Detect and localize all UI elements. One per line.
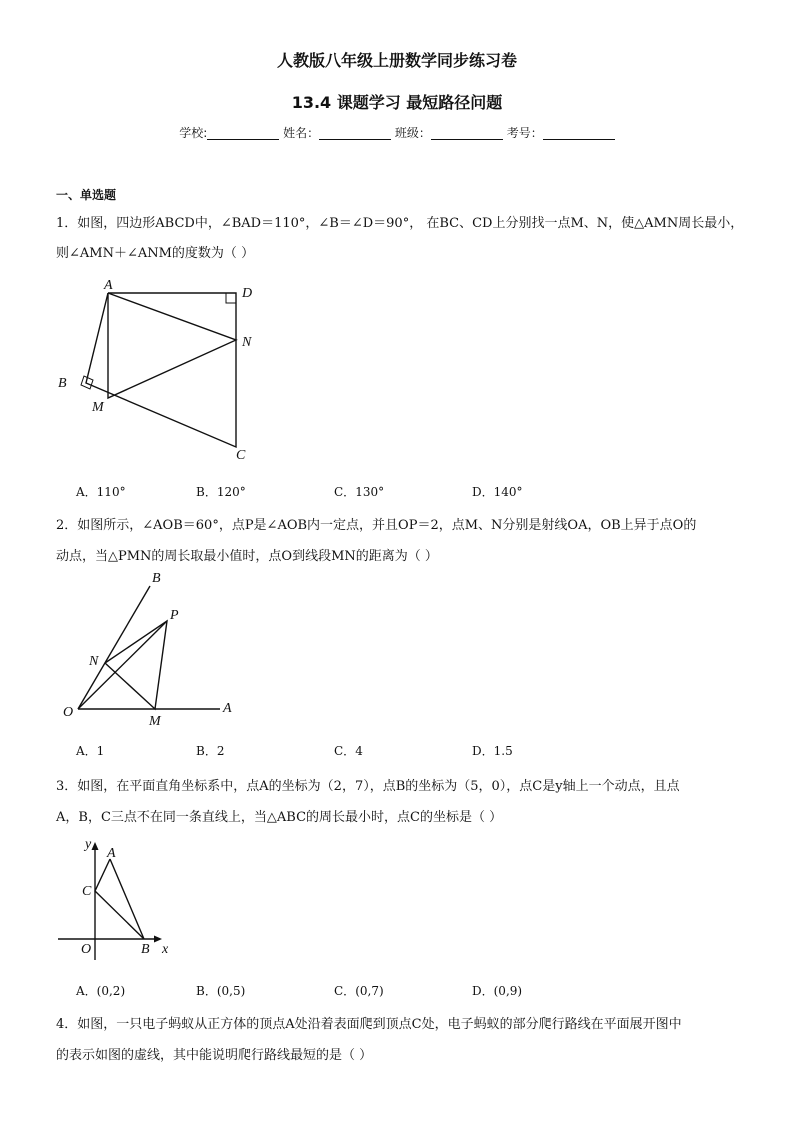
point-label: N: [89, 654, 99, 669]
vertex-label: D: [242, 286, 253, 301]
option-a[interactable]: [76, 982, 125, 999]
option-text: (0,7): [355, 984, 384, 998]
option-text: (0,9): [493, 984, 523, 998]
point-label: B: [141, 942, 150, 957]
question-1-line-2: 则∠AMN＋∠ANM的度数为（ ）: [56, 246, 255, 261]
section-heading: 一、单选题: [56, 188, 117, 202]
vertex-label: M: [92, 400, 104, 415]
question-number: 3．: [56, 779, 78, 794]
axis-label: x: [162, 942, 169, 957]
option-letter: C．: [334, 744, 356, 758]
option-text: 2: [216, 744, 225, 758]
option-letter: B．: [196, 984, 217, 998]
point-label: A: [223, 701, 232, 716]
question-number: 1．: [56, 216, 78, 231]
point-label: B: [152, 571, 161, 586]
option-letter: C．: [334, 984, 356, 998]
option-text: 1: [96, 744, 105, 758]
page-subtitle: 13.4 课题学习 最短路径问题: [291, 93, 503, 112]
school-label: 学校:: [179, 126, 208, 140]
option-letter: D．: [472, 485, 494, 499]
vertex-label: A: [104, 278, 113, 293]
option-letter: B．: [196, 485, 217, 499]
option-b[interactable]: [196, 982, 245, 999]
option-letter: A．: [76, 485, 97, 499]
option-text: 110°: [96, 485, 126, 499]
question-3-line-2: A，B，C三点不在同一条直线上，当△ABC的周长最小时，点C的坐标是（ ）: [56, 810, 503, 825]
name-label: 姓名：: [283, 126, 320, 140]
triangle-abc: [95, 859, 144, 939]
point-label: M: [149, 714, 161, 729]
option-letter: A．: [76, 984, 97, 998]
option-text: 140°: [493, 485, 523, 499]
question-number: 4．: [56, 1017, 78, 1032]
option-d[interactable]: [472, 982, 522, 999]
option-letter: D．: [472, 744, 494, 758]
vertex-label: B: [58, 376, 67, 391]
y-axis-arrow: [92, 842, 99, 850]
option-letter: B．: [196, 744, 217, 758]
exam-number-label: 考号：: [506, 126, 543, 140]
option-letter: C．: [334, 485, 356, 499]
question-4-line-1: [56, 1013, 682, 1032]
question-number: 2．: [56, 518, 78, 533]
question-2-line-2: 动点，当△PMN的周长取最小值时，点O到线段MN的距离为（ ）: [56, 549, 438, 564]
point-label: O: [63, 705, 74, 720]
question-text: 如图，在平面直角坐标系中，点A的坐标为（2，7），点B的坐标为（5，0），点C是y轴上一个动点，且点: [77, 779, 680, 794]
x-axis-arrow: [154, 936, 162, 943]
option-c[interactable]: [334, 982, 384, 999]
option-text: (0,2): [96, 984, 126, 998]
page-title: 人教版八年级上册数学同步练习卷: [276, 51, 517, 70]
point-label: A: [107, 846, 116, 861]
option-letter: A．: [76, 744, 97, 758]
point-label: P: [170, 608, 179, 623]
question-text: 如图，一只电子蚂蚁从正方体的顶点A处沿着表面爬到顶点C处，电子蚂蚁的部分爬行路线在平面展开图中: [77, 1017, 682, 1032]
axis-label: y: [85, 837, 92, 852]
option-text: 120°: [216, 485, 246, 499]
option-text: 130°: [355, 485, 385, 499]
option-text: 4: [355, 744, 363, 758]
option-letter: D．: [472, 984, 494, 998]
vertex-label: N: [242, 335, 252, 350]
question-text: 如图所示，∠AOB＝60°，点P是∠AOB内一定点，并且OP＝2，点M、N分别是射线OA，OB上异于点O的: [77, 518, 697, 533]
vertex-label: C: [236, 448, 246, 463]
point-label: C: [82, 884, 92, 899]
question-4-line-2: 的表示如图的虚线，其中能说明爬行路线最短的是（ ）: [56, 1048, 373, 1063]
class-label: 班级：: [394, 126, 431, 140]
question-text: 如图，四边形ABCD中，∠BAD＝110°，∠B＝∠D＝90°， 在BC、CD上分别找一点M、N，使△AMN周长最小，: [77, 216, 744, 231]
option-text: 1.5: [493, 744, 513, 758]
point-label: O: [81, 942, 92, 957]
option-text: (0,5): [216, 984, 246, 998]
